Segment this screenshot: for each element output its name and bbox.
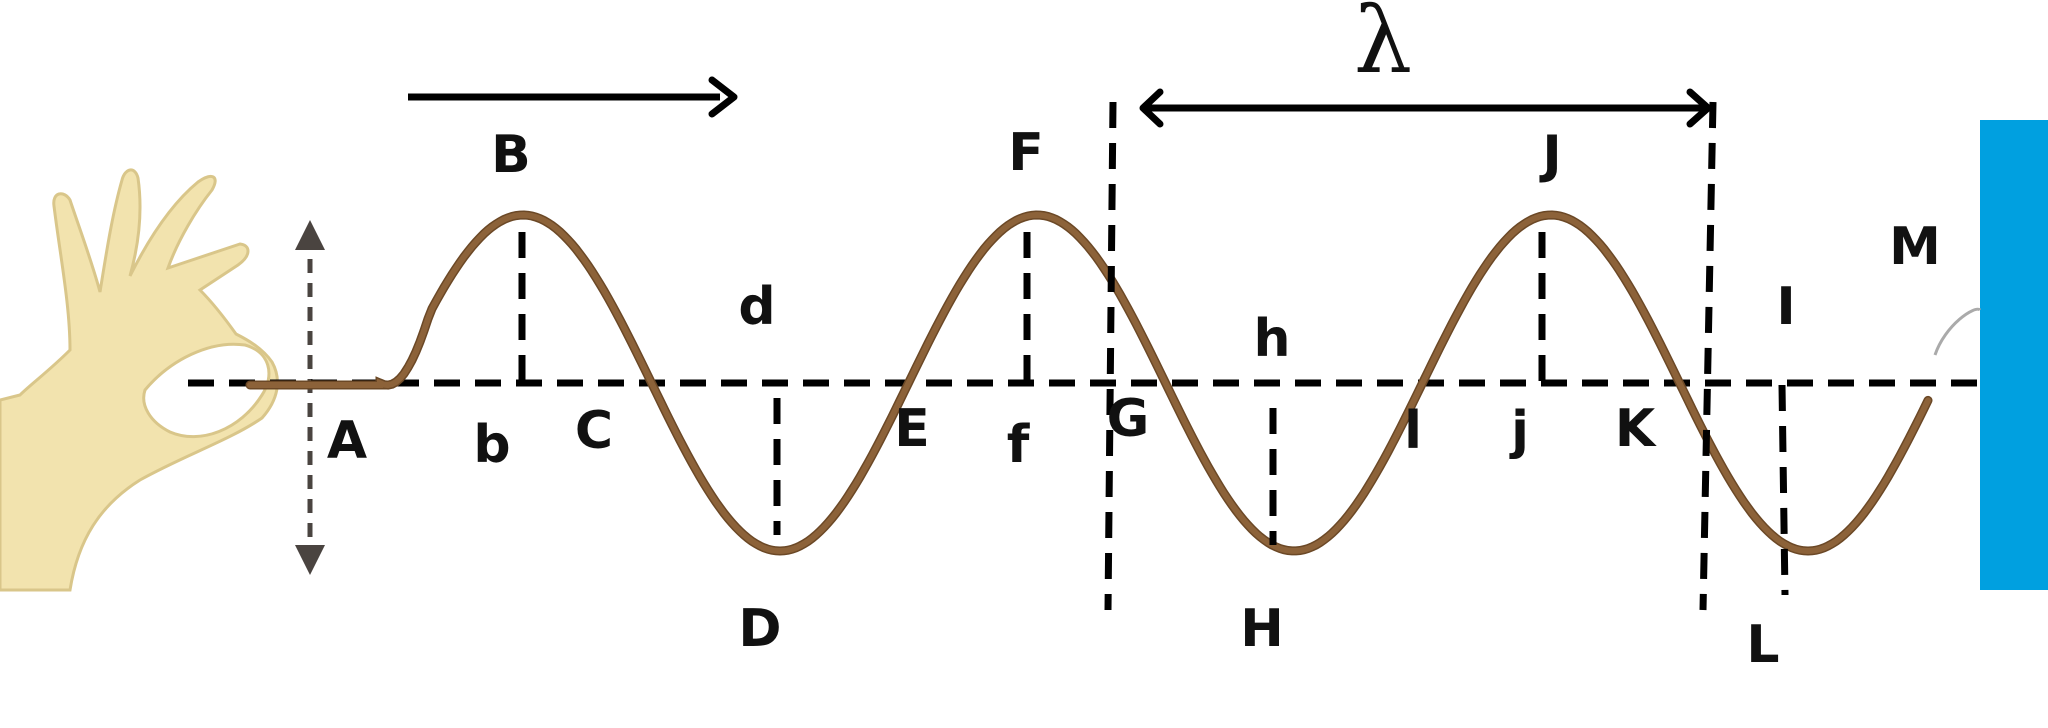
label-b: b <box>473 415 511 475</box>
label-h: h <box>1253 309 1291 369</box>
wave-string-core <box>250 215 1928 551</box>
label-B: B <box>491 125 531 185</box>
label-M: M <box>1889 217 1941 277</box>
label-d: d <box>738 277 776 337</box>
wavelength-symbol: λ <box>1353 0 1413 94</box>
label-K: K <box>1614 399 1656 459</box>
wavelength-arrow <box>1143 92 1708 124</box>
label-E: E <box>894 399 930 459</box>
wall-attachment <box>1935 309 1980 355</box>
wavelength-boundary-left <box>1108 102 1113 610</box>
trough-rise-l <box>1782 385 1785 595</box>
propagation-arrow <box>408 80 734 114</box>
label-D: D <box>738 599 782 659</box>
label-I: I <box>1776 277 1796 337</box>
label-L: L <box>1746 615 1780 675</box>
label-j: j <box>1511 401 1529 461</box>
label-l-1: l <box>1404 401 1422 461</box>
label-C: C <box>574 401 614 461</box>
label-G: G <box>1106 389 1150 449</box>
label-f: f <box>1006 415 1030 475</box>
wavelength-boundary-right <box>1703 102 1713 610</box>
label-F: F <box>1008 123 1044 183</box>
wall <box>1980 120 2048 590</box>
label-A: A <box>326 411 368 471</box>
label-J: J <box>1542 125 1562 185</box>
label-H: H <box>1240 599 1284 659</box>
